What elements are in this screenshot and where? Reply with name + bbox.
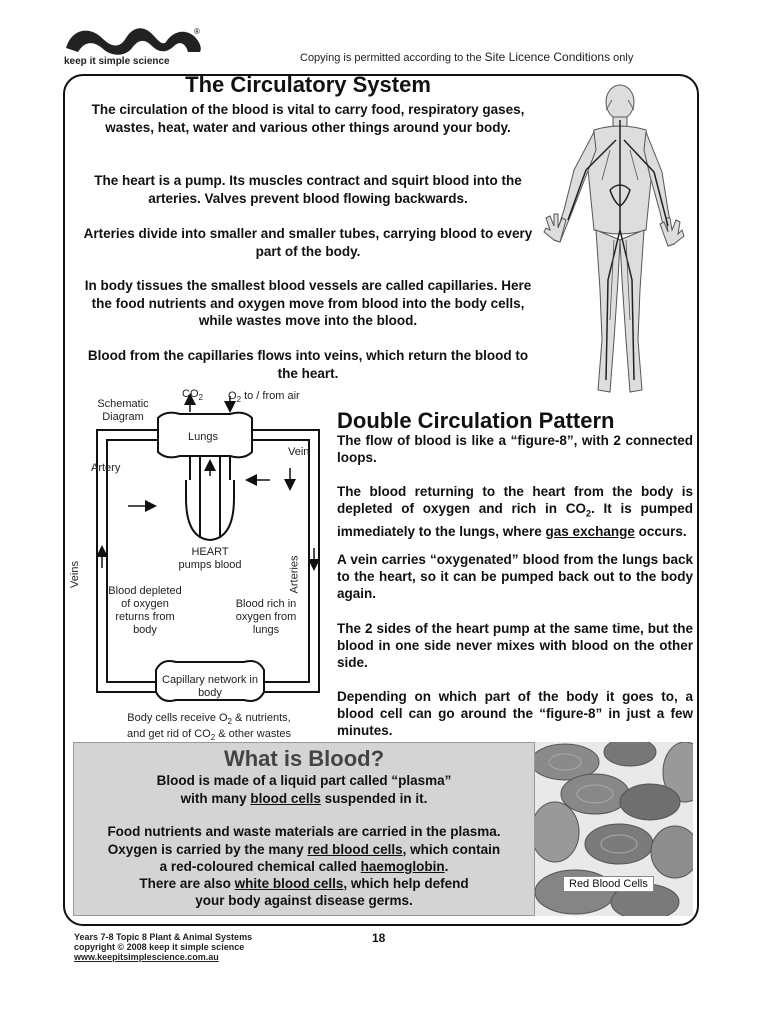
double-circulation-heading: Double Circulation Pattern [337, 408, 615, 433]
o2-air-label: $O_2$ to / from air [228, 390, 300, 405]
intro-paragraph-5: Blood from the capillaries flows into veins, which return the blood to the heart. [87, 348, 529, 381]
double-paragraph-4: The 2 sides of the heart pump at the same time, but the blood in one side never mixes with blood on the other side. [337, 621, 693, 670]
blood-line-3: Food nutrients and waste materials are carried in the plasma. [107, 824, 501, 839]
site-licence-link[interactable]: Site Licence Conditions [484, 50, 611, 64]
schematic-label: Schematic Diagram [97, 398, 149, 423]
double-paragraph-2: The blood returning to the heart from the body is depleted of oxygen and rich in $CO_2$. It is pumped immediately to the lungs, where gas exchange occurs. [337, 484, 693, 539]
page-title: The Circulatory System [185, 72, 431, 97]
vein-label: Vein [288, 446, 310, 458]
intro-paragraph-4: In body tissues the smallest blood vessels are called capillaries. Here the food nutrients and oxygen move from blood into the body cells, while wastes move into the blood. [84, 278, 532, 328]
brand-logo [62, 20, 207, 60]
red-blood-cells-label: Red Blood Cells [563, 876, 654, 892]
footer-info: Years 7-8 Topic 8 Plant & Animal Systems copyright © 2008 keep it simple science www.keepitsimplescience.com.au [74, 932, 253, 962]
red-blood-cells-image [535, 742, 693, 916]
veins-label: Veins [68, 561, 81, 588]
intro-paragraph-1: The circulation of the blood is vital to carry food, respiratory gases, wastes, heat, water and various other things around your body. [91, 102, 525, 135]
circulatory-body-illustration [540, 80, 690, 410]
page-number: 18 [372, 931, 386, 945]
blood-line-7: your body against disease germs. [195, 893, 413, 908]
double-paragraph-3: A vein carries “oxygenated” blood from the lungs back to the heart, so it can be pumped back out to the body again. [337, 552, 693, 601]
what-is-blood-heading: What is Blood? [223, 746, 385, 771]
diagram-caption: Body cells receive $O_2$ & nutrients, and get rid of $CO_2$ & other wastes [126, 712, 292, 743]
heart-label: HEART pumps blood [178, 546, 242, 571]
arteries-label: Arteries [288, 555, 301, 594]
blood-line-2: with many blood cells suspended in it. [180, 791, 428, 806]
copying-notice: Copying is permitted according to the Site Licence Conditions only [300, 50, 634, 64]
brand-name: keep it simple science [64, 56, 170, 67]
co2-label: $CO_2$ [182, 388, 203, 403]
depleted-blood-label: Blood depleted of oxygen returns from body [108, 585, 182, 636]
svg-text:®: ® [194, 27, 200, 36]
double-paragraph-1: The flow of blood is like a “figure-8”, with 2 connected loops. [337, 433, 693, 465]
footer-website-link[interactable]: www.keepitsimplescience.com.au [74, 952, 219, 962]
capillary-label: Capillary network in body [162, 674, 258, 699]
blood-line-1: Blood is made of a liquid part called “plasma” [156, 773, 452, 788]
lungs-label: Lungs [188, 431, 218, 443]
intro-paragraph-3: Arteries divide into smaller and smaller tubes, carrying blood to every part of the body. [83, 226, 533, 259]
double-paragraph-5: Depending on which part of the body it goes to, a blood cell can go around the “figure-8” in just a few minutes. [337, 689, 693, 738]
blood-line-6: There are also white blood cells, which help defend [139, 876, 469, 891]
rich-blood-label: Blood rich in oxygen from lungs [235, 598, 297, 636]
blood-line-4: Oxygen is carried by the many red blood cells, which contain [107, 842, 501, 857]
blood-line-5: a red-coloured chemical called haemoglobin. [159, 859, 449, 874]
artery-label: Artery [91, 462, 121, 474]
intro-paragraph-2: The heart is a pump. Its muscles contract and squirt blood into the arteries. Valves prevent blood flowing backwards. [94, 173, 522, 206]
